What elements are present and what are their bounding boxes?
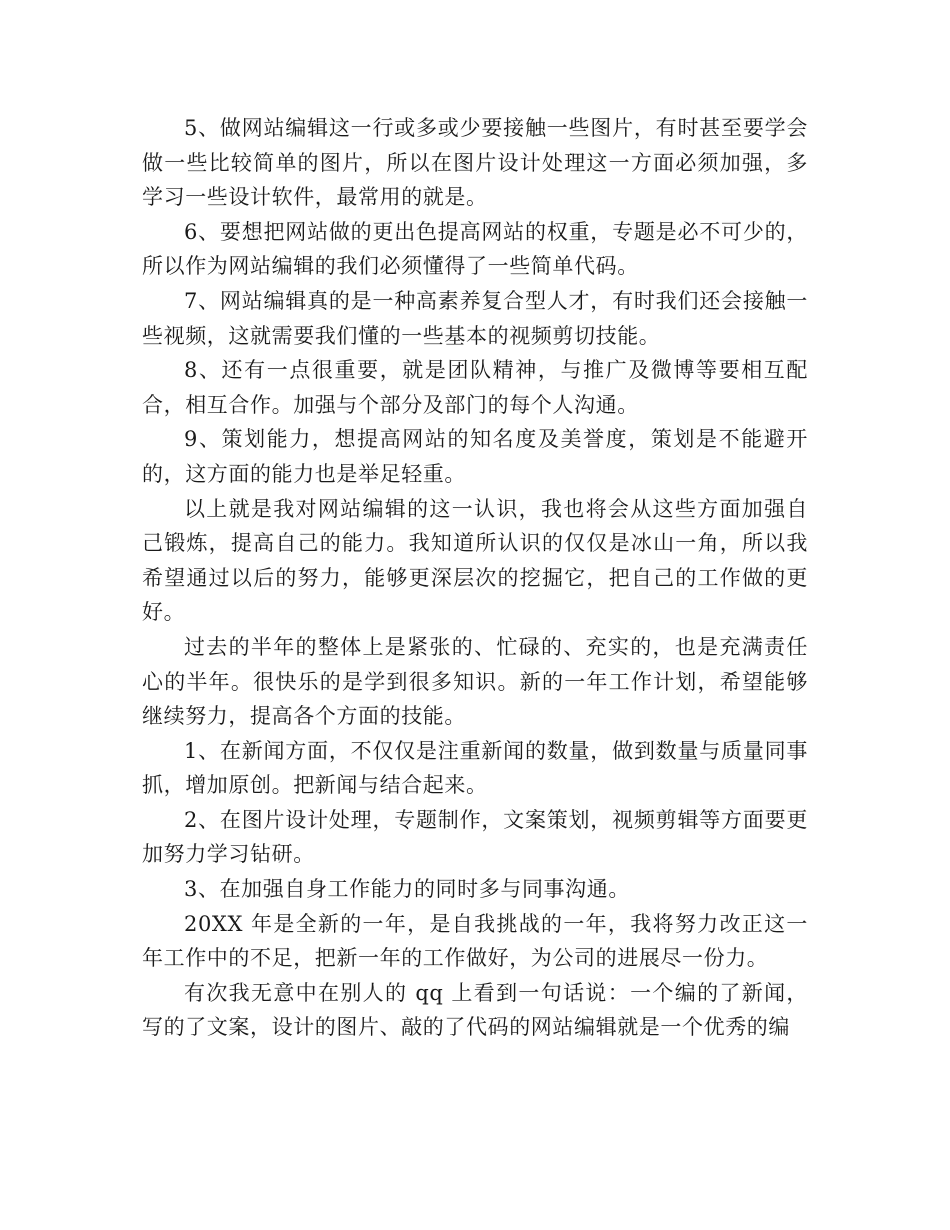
paragraph-plan-2: 2、在图片设计处理，专题制作，文案策划，视频剪辑等方面要更加努力学习钻研。	[142, 807, 808, 867]
paragraph-summary: 以上就是我对网站编辑的这一认识，我也将会从这些方面加强自己锻炼，提高自己的能力。我知道所认识的仅仅是冰山一角，所以我希望通过以后的努力，能够更深层次的挖掘它，把自己的工作做的更好。	[142, 496, 808, 625]
paragraph-item-6: 6、要想把网站做的更出色提高网站的权重，专题是必不可少的，所以作为网站编辑的我们必须懂得了一些简单代码。	[142, 219, 808, 279]
paragraph-new-year: 20XX 年是全新的一年，是自我挑战的一年，我将努力改正这一年工作中的不足，把新一年的工作做好，为公司的进展尽一份力。	[142, 911, 808, 971]
paragraph-item-5: 5、做网站编辑这一行或多或少要接触一些图片，有时甚至要学会做一些比较简单的图片，所以在图片设计处理这一方面必须加强，多学习一些设计软件，最常用的就是。	[142, 116, 808, 210]
paragraph-item-7: 7、网站编辑真的是一种高素养复合型人才，有时我们还会接触一些视频，这就需要我们懂的一些基本的视频剪切技能。	[142, 288, 808, 348]
document-body	[142, 111, 808, 1045]
paragraph-plan-3: 3、在加强自身工作能力的同时多与同事沟通。	[184, 877, 630, 902]
paragraph-review: 过去的半年的整体上是紧张的、忙碌的、充实的，也是充满责任心的半年。很快乐的是学到很多知识。新的一年工作计划，希望能够继续努力，提高各个方面的技能。	[142, 634, 808, 729]
paragraph-item-9: 9、策划能力，想提高网站的知名度及美誉度，策划是不能避开的，这方面的能力也是举足轻重。	[142, 427, 808, 486]
paragraph-closing: 有次我无意中在别人的 qq 上看到一句话说：一个编的了新闻，写的了文案，设计的图片、敲的了代码的网站编辑就是一个优秀的编	[142, 980, 808, 1040]
paragraph-item-8: 8、还有一点很重要，就是团队精神，与推广及微博等要相互配合，相互合作。加强与个部分及部门的每个人沟通。	[142, 358, 808, 417]
paragraph-plan-1: 1、在新闻方面，不仅仅是注重新闻的数量，做到数量与质量同事抓，增加原创。把新闻与结合起来。	[142, 738, 808, 798]
